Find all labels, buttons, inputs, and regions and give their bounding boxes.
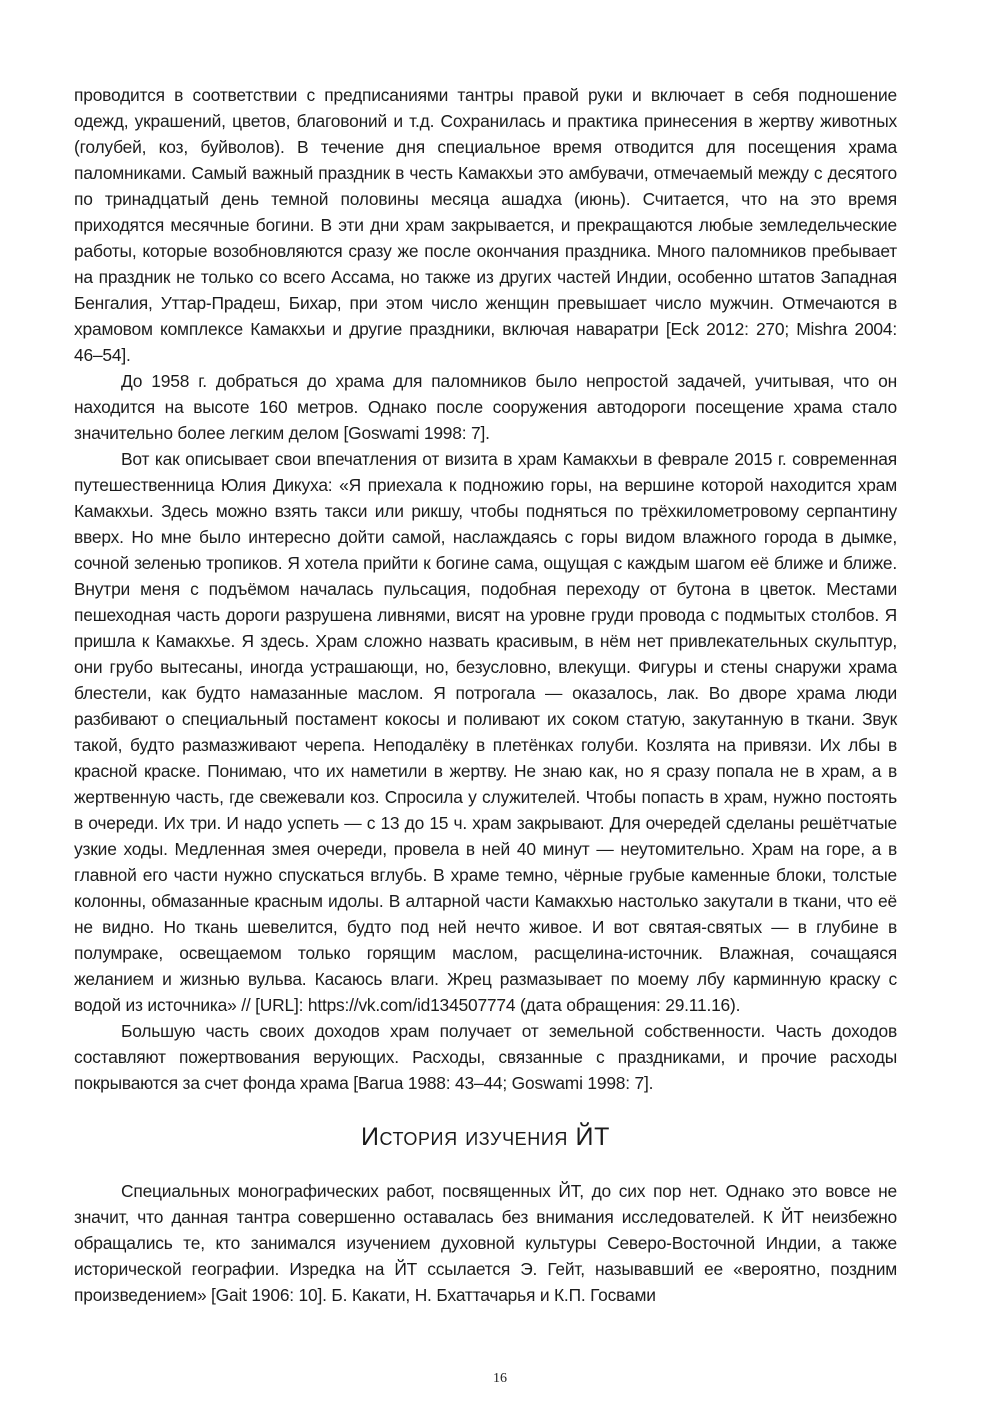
paragraph-4: Большую часть своих доходов храм получает от земельной собственности. Часть доходов составляют пожертвования верующих. Расходы, связанные с праздниками, и прочие расходы покрываются за счет фонда храма [Barua 1988: 43–44; Goswami 1998: 7]. xyxy=(74,1021,897,1093)
section-heading: История изучения ЙТ xyxy=(360,1123,610,1151)
paragraph-3-quote: Вот как описывает свои впечатления от визита в храм Камакхьи в феврале 2015 г. современная путешественница Юлия Дикуха: «Я приехала к подножию горы, на вершине которой находится храм Камакхьи. Здесь можно взять такси или рикшу, чтобы подняться по трёхкилометровому серпантину вверх. Но мне было интересно дойти самой, наслаждаясь с горы видом влажного города в дымке, сочной зеленью тропиков. Я хотела прийти к богине сама, ощущая с каждым шагом её ближе и ближе. Внутри меня с подъёмом началась пульсация, подобная переходу от бутона в цветок. Местами пешеходная часть дороги разрушена ливнями, висят на уровне груди провода с подмытых столбов. Я пришла к Камакхье. Я здесь. Храм сложно назвать красивым, в нём нет привлекательных скульптур, они грубо вытесаны, иногда устрашающи, но, безусловно, влекущи. Фигуры и стены снаружи храма блестели, как будто намазанные маслом. Я потрогала — оказалось, лак. Во дворе храма люди разбивают о специальный постамент кокосы и поливают их соком статую, закутанную в ткани. Звук такой, будто размазживают черепа. Неподалёку в плетёнках голуби. Козлята на привязи. Их лбы в красной краске. Понимаю, что их наметили в жертву. Не знаю как, но я сразу попала не в храм, а в жертвенную часть, где свежевали коз. Спросила у служителей. Чтобы попасть в храм, нужно постоять в очереди. Их три. И надо успеть — с 13 до 15 ч. храм закрывают. Для очередей сделаны решётчатые узкие ходы. Медленная змея очереди, провела в ней 40 минут — неутомительно. Храм на горе, а в главной его части нужно спускаться вглубь. В храме темно, чёрные грубые каменные блоки, толстые колонны, обмазанные красным идолы. В алтарной части Камакхью настолько закутали в ткани, что её не видно. Но ткань шевелится, будто под ней нечто живое. И вот святая-святых — в глубине в полумраке, освещаемом только горящим маслом, расщелина-источник. Влажная, сочащаяся желанием и жизнью вульва. Касаюсь влаги. Жрец размазывает по моему лбу карминную краску с водой из источника» // [URL]: https://vk.com/id134507774 (дата обращения: 29.11.16). xyxy=(74,449,897,1015)
page-number: 16 xyxy=(493,1371,507,1386)
page-body xyxy=(74,82,897,1308)
paragraph-1: проводится в соответствии с предписаниями тантры правой руки и включает в себя подношение одежд, украшений, цветов, благовоний и т.д. Сохранилась и практика принесения в жертву животных (голубей, коз, буйволов). В течение дня специальное время отводится для посещения храма паломниками. Самый важный праздник в честь Камакхьи это амбувачи, отмечаемый между с десятого по тринадцатый день темной половины месяца ашадха (июнь). Считается, что на это время приходятся месячные богини. В эти дни храм закрывается, и прекращаются любые земледельческие работы, которые возобновляются сразу же после окончания праздника. Много паломников пребывает на праздник не только со всего Ассама, но также из других частей Индии, особенно штатов Западная Бенгалия, Уттар-Прадеш, Бихар, при этом число женщин превышает число мужчин. Отмечаются в храмовом комплексе Камакхьи и другие праздники, включая наваратри [Eck 2012: 270; Mishra 2004: 46–54]. xyxy=(74,85,897,365)
paragraph-2: До 1958 г. добраться до храма для паломников было непростой задачей, учитывая, что он находится на высоте 160 метров. Однако после сооружения автодороги посещение храма стало значительно более легким делом [Goswami 1998: 7]. xyxy=(74,371,897,443)
section-paragraph-1: Специальных монографических работ, посвященных ЙТ, до сих пор нет. Однако это вовсе не значит, что данная тантра совершенно оставалась без внимания исследователей. К ЙТ неизбежно обращались те, кто занимался изучением духовной культуры Северо-Восточной Индии, а также исторической географии. Изредка на ЙТ ссылается Э. Гейт, называвший ее «вероятно, поздним произведением» [Gait 1906: 10]. Б. Какати, Н. Бхаттачарья и К.П. Госвами xyxy=(74,1181,897,1305)
